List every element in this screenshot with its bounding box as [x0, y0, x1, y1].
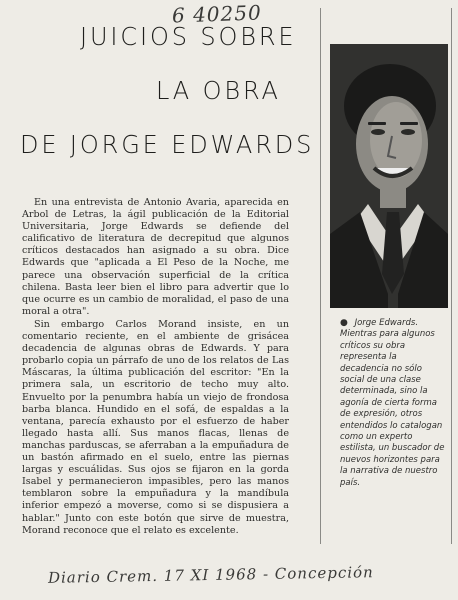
headline-line-2: LA OBRA — [156, 76, 281, 105]
article-paragraph-1 — [22, 197, 289, 318]
photo-caption — [340, 318, 448, 489]
headline-line-3: DE JORGE EDWARDS — [20, 130, 315, 159]
handwritten-source-note: Diario Crem. 17 XI 1968 - Concepción — [47, 563, 374, 587]
paragraph-text: En una entrevista de Antonio Avaria, aparecida en Arbol de Letras, la ágil publicación de la Editorial Universitaria, Jorge Edwards se defiende del calificativo de literatura de decrepitud que algunos críticos destacados han asignado a su obra. Dice Edwards que "aplicada a El Peso de la Noche, me parece una observación superficial de la crítica chilena. Basta leer bien el libro para advertir que lo que ocurre es un cambio de moralidad, el paso de una moral a otra". — [22, 197, 289, 317]
portrait-image — [330, 44, 448, 308]
caption-bullet: ● — [340, 318, 348, 328]
caption-text: Mientras para algunos críticos su obra representa la decadencia no sólo social de una clase determinada, sino la agonía de cierta forma de expresión, otros entendidos lo catalogan como un experto estilista, un buscador de nuevos horizontes para la narrativa de nuestro país. — [340, 329, 445, 488]
article-paragraph-2 — [22, 319, 289, 537]
handwritten-reference-number: 6 40250 — [171, 0, 263, 28]
paragraph-text: Sin embargo Carlos Morand insiste, en un comentario reciente, en el ambiente de grisácea decadencia de algunas obras de Edwards. Y para probarlo copia un párrafo de uno de los relatos de Las Máscaras, la última publicación del escritor: "En la primera sala, un escritorio de techo muy alto. Envuelto por la penumbra había un viejo de frondosa barba blanca. Hundido en el sofá, de espaldas a la ventana, parecía exhausto por el esfuerzo de haber llegado hasta allí. Sus manos flacas, llenas de manchas parduscas, se aferraban a la empuñadura de un bastón afirmado en el suelo, entre las piernas largas y escuálidas. Sus ojos se fijaron en la gorda Isabel y permanecieron impasibles, pero las manos temblaron sobre la empuñadura y la mandíbula inferior empezó a moverse, como si se dispusiera a hablar." Junto con este botón que sirve de muestra, Morand reconoce que el relato es excelente. — [22, 319, 289, 536]
author-photo — [330, 44, 448, 308]
headline-line-1: JUICIOS SOBRE — [80, 22, 297, 51]
caption-name: Jorge Edwards. — [354, 318, 419, 328]
